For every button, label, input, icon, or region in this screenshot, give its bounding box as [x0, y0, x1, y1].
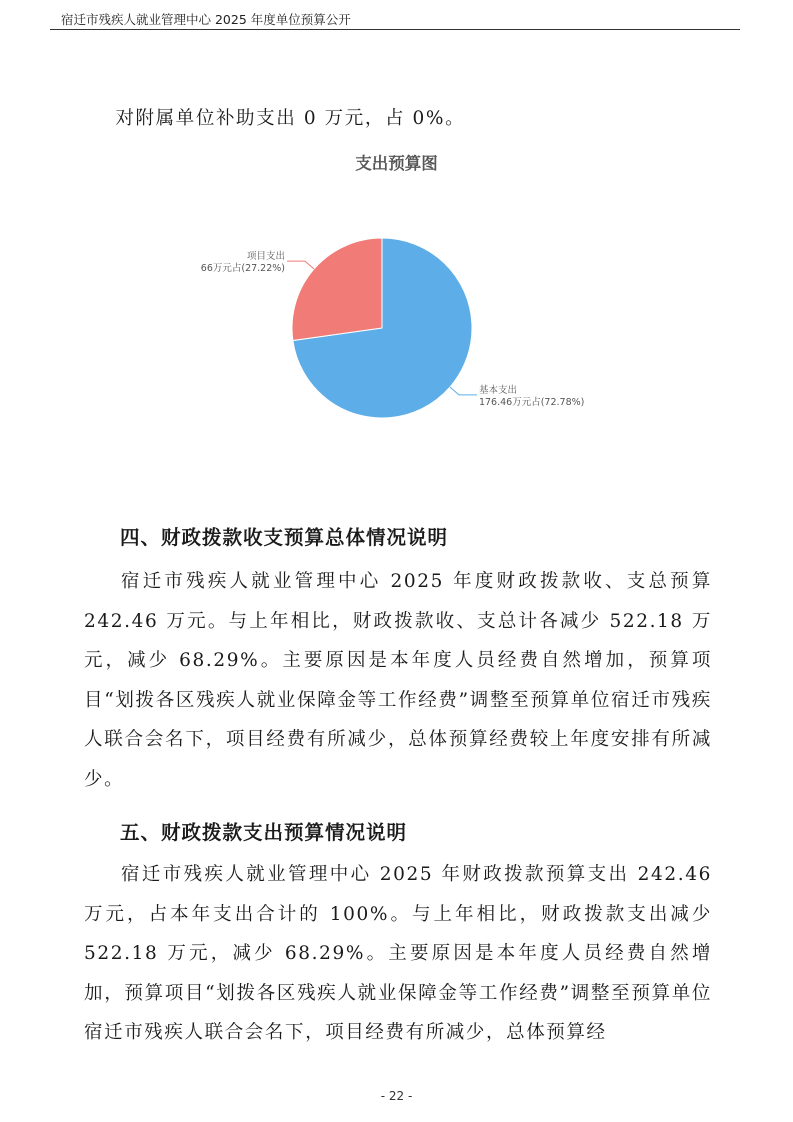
pie-slice-project — [292, 238, 382, 341]
pie-label-value: 66万元占(27.22%) — [200, 263, 286, 275]
pie-leader-line — [287, 261, 314, 269]
intro-paragraph: 对附属单位补助支出 0 万元，占 0%。 — [115, 108, 466, 129]
section-4-body: 宿迁市残疾人就业管理中心 2025 年度财政拨款收、支总预算 242.46 万元。与上年相比，财政拨款收、支总计各减少 522.18 万元，减少 68.29%。主要原因是本年度人员经费自然增加，预算项目“划拨各区残疾人就业保障金等工作经费”调整至预算单位宿迁市残疾人联合会名下，项目经费有所减少，总体预算经费较上年度安排有所减少。 — [84, 571, 712, 790]
pie-label-name: 基本支出 — [478, 384, 517, 396]
pie-chart — [0, 0, 793, 500]
section-4-heading: 四、财政拨款收支预算总体情况说明 — [120, 526, 449, 549]
chart-title: 支出预算图 — [355, 154, 438, 173]
pie-label-name: 项目支出 — [247, 251, 286, 263]
pie-label-value: 176.46万元占(72.78%) — [478, 396, 585, 408]
page-header: 宿迁市残疾人就业管理中心 2025 年度单位预算公开 — [61, 12, 351, 27]
page-number: - 22 - — [380, 1089, 413, 1103]
section-5-heading: 五、财政拨款支出预算情况说明 — [120, 821, 408, 844]
pie-leader-line — [450, 387, 477, 395]
section-5-body: 宿迁市残疾人就业管理中心 2025 年财政拨款预算支出 242.46 万元，占本年支出合计的 100%。与上年相比，财政拨款支出减少 522.18 万元，减少 68.29%。主要原因是本年度人员经费自然增加，预算项目“划拨各区残疾人就业保障金等工作经费”调整至预算单位宿迁市残疾人联合会名下，项目经费有所减少，总体预算经 — [84, 864, 712, 1043]
